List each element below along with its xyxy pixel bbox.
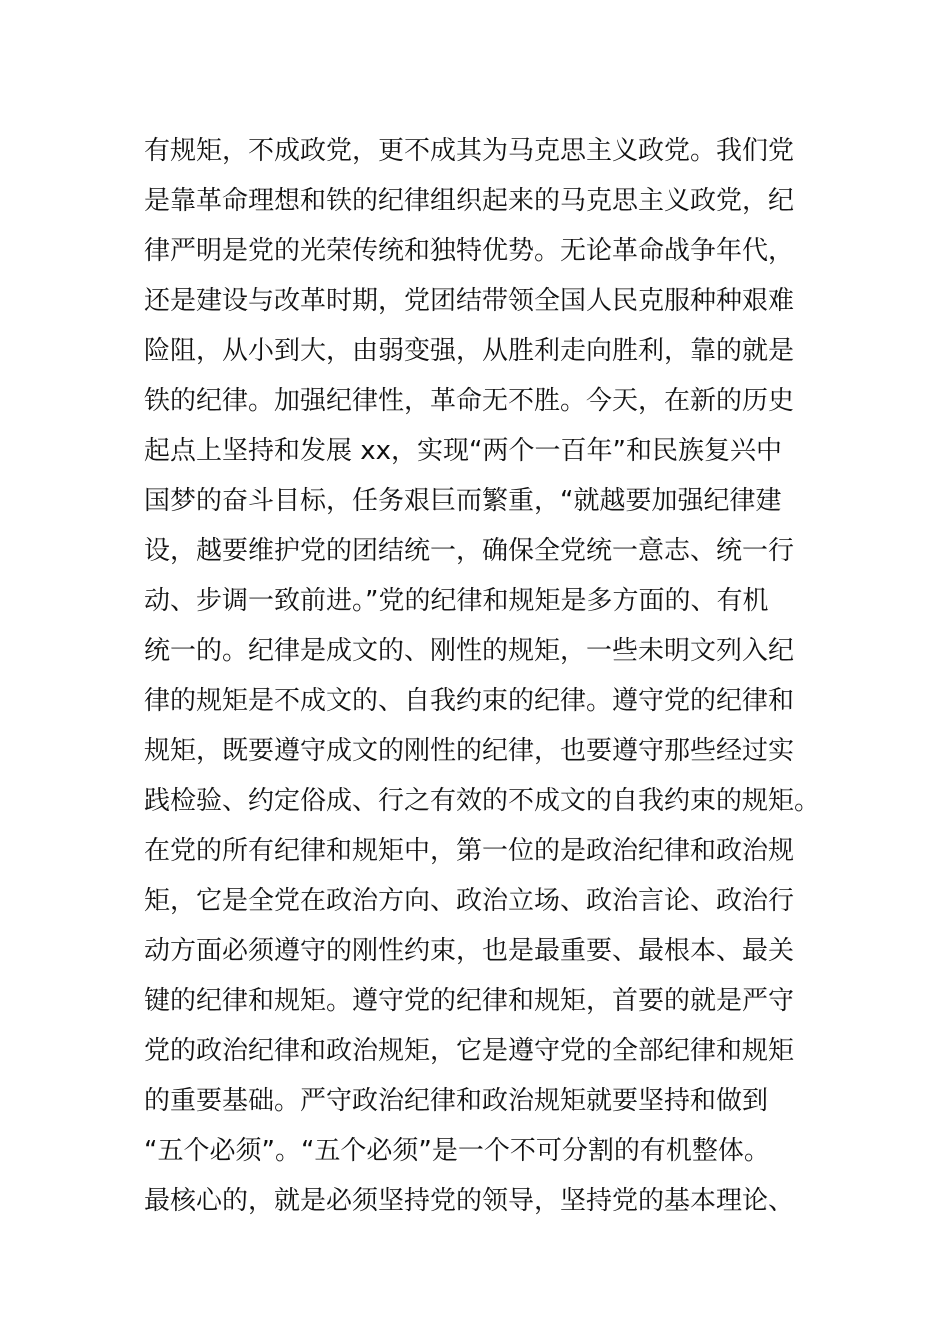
text-line: 有规矩，不成政党，更不成其为马克思主义政党。我们党 [144,136,795,166]
text-line: 践检验、约定俗成、行之有效的不成文的自我约束的规矩。 [144,786,821,816]
text-line: 党的政治纪律和政治规矩，它是遵守党的全部纪律和规矩 [144,1036,795,1066]
text-line: 险阻，从小到大，由弱变强，从胜利走向胜利，靠的就是 [144,336,795,366]
text-line: 键的纪律和规矩。遵守党的纪律和规矩，首要的就是严守 [144,986,795,1016]
text-line: 矩，它是全党在政治方向、政治立场、政治言论、政治行 [144,886,795,916]
text-line: 在党的所有纪律和规矩中，第一位的是政治纪律和政治规 [144,836,795,866]
body-text [144,126,824,1226]
text-line: 设，越要维护党的团结统一，确保全党统一意志、统一行 [144,536,795,566]
text-line: 是靠革命理想和铁的纪律组织起来的马克思主义政党，纪 [144,186,795,216]
text-line: 动方面必须遵守的刚性约束，也是最重要、最根本、最关 [144,936,795,966]
text-line: 国梦的奋斗目标，任务艰巨而繁重，“就越要加强纪律建 [144,486,782,516]
text-line: 统一的。纪律是成文的、刚性的规矩，一些未明文列入纪 [144,636,795,666]
text-line: 规矩，既要遵守成文的刚性的纪律，也要遵守那些经过实 [144,736,795,766]
text-line: 动、步调一致前进。”党的纪律和规矩是多方面的、有机 [144,586,769,616]
text-line: 律严明是党的光荣传统和独特优势。无论革命战争年代， [144,236,795,266]
text-line: 律的规矩是不成文的、自我约束的纪律。遵守党的纪律和 [144,686,795,716]
text-line: 还是建设与改革时期，党团结带领全国人民克服种种艰难 [144,286,795,316]
text-line: 铁的纪律。加强纪律性，革命无不胜。今天，在新的历史 [144,386,795,416]
text-line: “五个必须”。“五个必须”是一个不可分割的有机整体。 [144,1136,770,1166]
text-line: 最核心的，就是必须坚持党的领导，坚持党的基本理论、 [144,1186,795,1216]
text-line: 起点上坚持和发展 xx，实现“两个一百年”和民族复兴中 [144,436,782,466]
text-line: 的重要基础。严守政治纪律和政治规矩就要坚持和做到 [144,1086,769,1116]
